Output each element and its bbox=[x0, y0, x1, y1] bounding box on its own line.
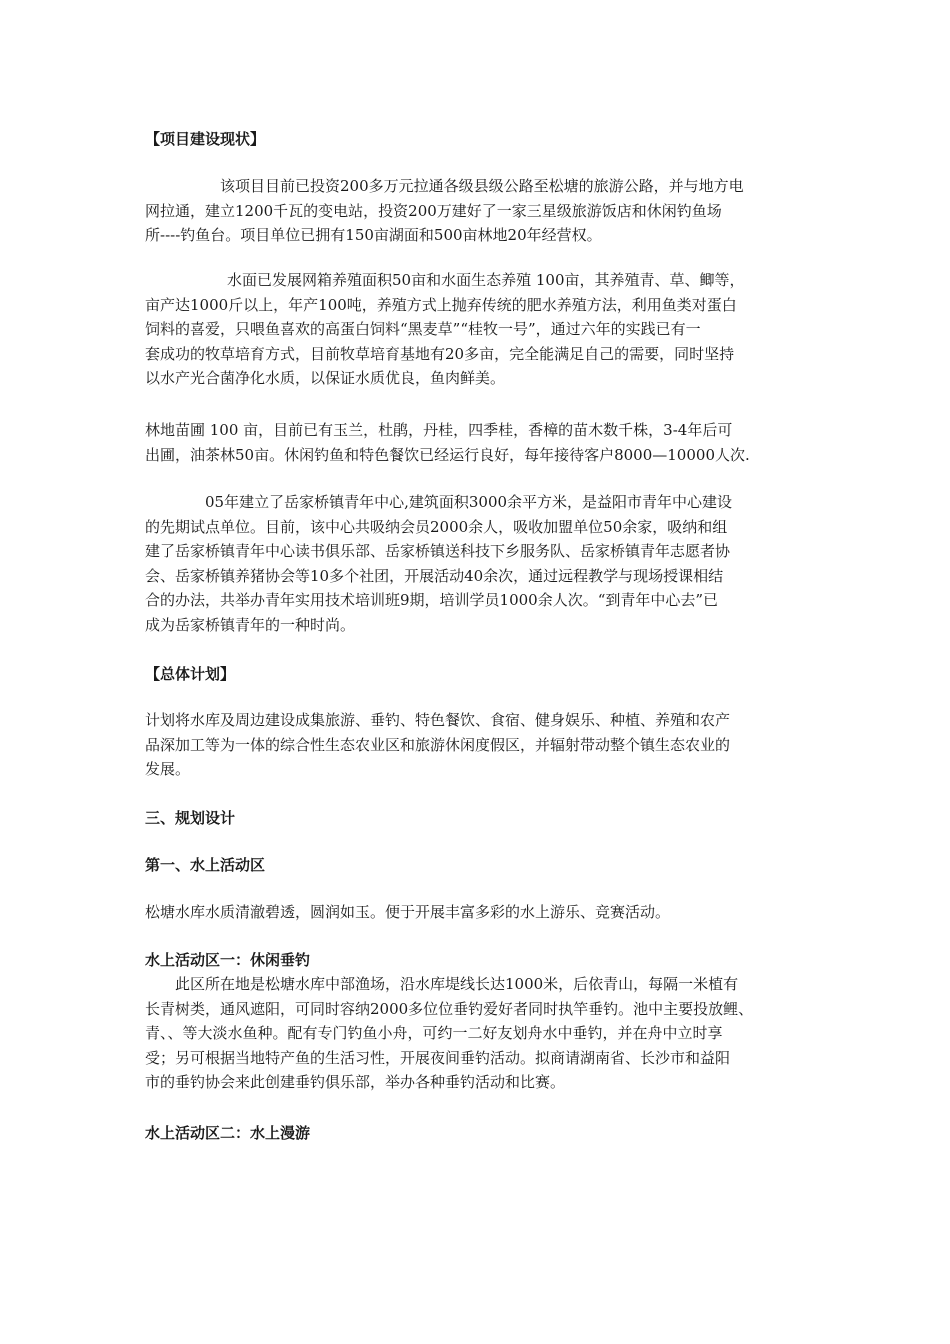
heading-project-status: 【项目建设现状】 bbox=[145, 130, 266, 148]
heading-water-cruise: 水上活动区二：水上漫游 bbox=[145, 1124, 311, 1142]
text-line: 网拉通，建立1200千瓦的变电站，投资200万建好了一家三星级旅游饭店和休闲钓鱼场 bbox=[145, 201, 722, 220]
heading-overall-plan: 【总体计划】 bbox=[145, 665, 236, 683]
text-line: 的先期试点单位。目前，该中心共吸纳会员2000余人，吸收加盟单位50余家，吸纳和组 bbox=[145, 517, 728, 536]
paragraph-aquaculture bbox=[145, 268, 815, 391]
text-line: 受；另可根据当地特产鱼的生活习性，开展夜间垂钓活动。拟商请湖南省、长沙市和益阳 bbox=[145, 1048, 731, 1067]
paragraph-investment bbox=[145, 174, 815, 248]
text-line: 饲料的喜爱，只喂鱼喜欢的高蛋白饲料“黑麦草”“桂牧一号”，通过六年的实践已有一 bbox=[145, 320, 701, 339]
text-line: 此区所在地是松塘水库中部渔场，沿水库堤线长达1000米，后依青山，每隔一米植有 bbox=[175, 975, 739, 993]
heading-water-activity-zone: 第一、水上活动区 bbox=[145, 856, 266, 874]
text-line: 合的办法，共举办青年实用技术培训班9期，培训学员1000余人次。“到青年中心去”已 bbox=[145, 591, 719, 610]
text-line: 会、岳家桥镇养猪协会等10多个社团，开展活动40余次，通过远程教学与现场授课相结 bbox=[145, 566, 724, 585]
text-line: 亩产达1000斤以上，年产100吨，养殖方式上抛弃传统的肥水养殖方法，利用鱼类对蛋白 bbox=[145, 295, 737, 314]
text-line: 市的垂钓协会来此创建垂钓俱乐部，举办各种垂钓活动和比赛。 bbox=[145, 1073, 566, 1092]
heading-planning-design: 三、规划设计 bbox=[145, 809, 236, 827]
text-line: 以水产光合菌净化水质，以保证水质优良，鱼肉鲜美。 bbox=[145, 369, 506, 388]
text-line: 建了岳家桥镇青年中心读书俱乐部、岳家桥镇送科技下乡服务队、岳家桥镇青年志愿者协 bbox=[145, 542, 731, 561]
heading-leisure-fishing: 水上活动区一：休闲垂钓 bbox=[145, 951, 311, 969]
text-line: 青、、等大淡水鱼种。配有专门钓鱼小舟，可约一二好友划舟水中垂钓，并在舟中立时享 bbox=[145, 1024, 723, 1043]
text-line: 发展。 bbox=[145, 760, 191, 779]
paragraph-fishing bbox=[145, 972, 815, 1095]
text-line: 所----钓鱼台。项目单位已拥有150亩湖面和500亩林地20年经营权。 bbox=[145, 226, 602, 245]
paragraph-water-quality: 松塘水库水质清澈碧透，圆润如玉。便于开展丰富多彩的水上游乐、竞赛活动。 bbox=[145, 903, 671, 921]
text-line: 套成功的牧草培育方式，目前牧草培育基地有20多亩，完全能满足自己的需要，同时坚持 bbox=[145, 344, 735, 363]
paragraph-youth-center bbox=[145, 490, 815, 638]
paragraph-nursery bbox=[145, 418, 815, 467]
paragraph-plan bbox=[145, 708, 815, 782]
text-line: 该项目目前已投资200多万元拉通各级县级公路至松塘的旅游公路，并与地方电 bbox=[220, 177, 744, 195]
text-line: 出圃，油茶林50亩。休闲钓鱼和特色餐饮已经运行良好，每年接待客户8000—10000人次. bbox=[145, 445, 750, 464]
text-line: 林地苗圃 100 亩，目前已有玉兰，杜鹃，丹桂，四季桂，香樟的苗木数千株，3-4年后可 bbox=[145, 421, 733, 439]
text-line: 品深加工等为一体的综合性生态农业区和旅游休闲度假区，并辐射带动整个镇生态农业的 bbox=[145, 735, 731, 754]
text-line: 计划将水库及周边建设成集旅游、垂钓、特色餐饮、食宿、健身娱乐、种植、养殖和农产 bbox=[145, 711, 731, 729]
text-line: 长青树类，通风遮阳，可同时容纳2000多位位垂钓爱好者同时执竿垂钓。池中主要投放鲤、 bbox=[145, 999, 754, 1018]
text-line: 水面已发展网箱养殖面积50亩和水面生态养殖 100亩，其养殖青、草、鲫等， bbox=[227, 271, 745, 289]
text-line: 成为岳家桥镇青年的一种时尚。 bbox=[145, 615, 356, 634]
text-line: 05年建立了岳家桥镇青年中心,建筑面积3000余平方米，是益阳市青年中心建设 bbox=[205, 493, 733, 511]
